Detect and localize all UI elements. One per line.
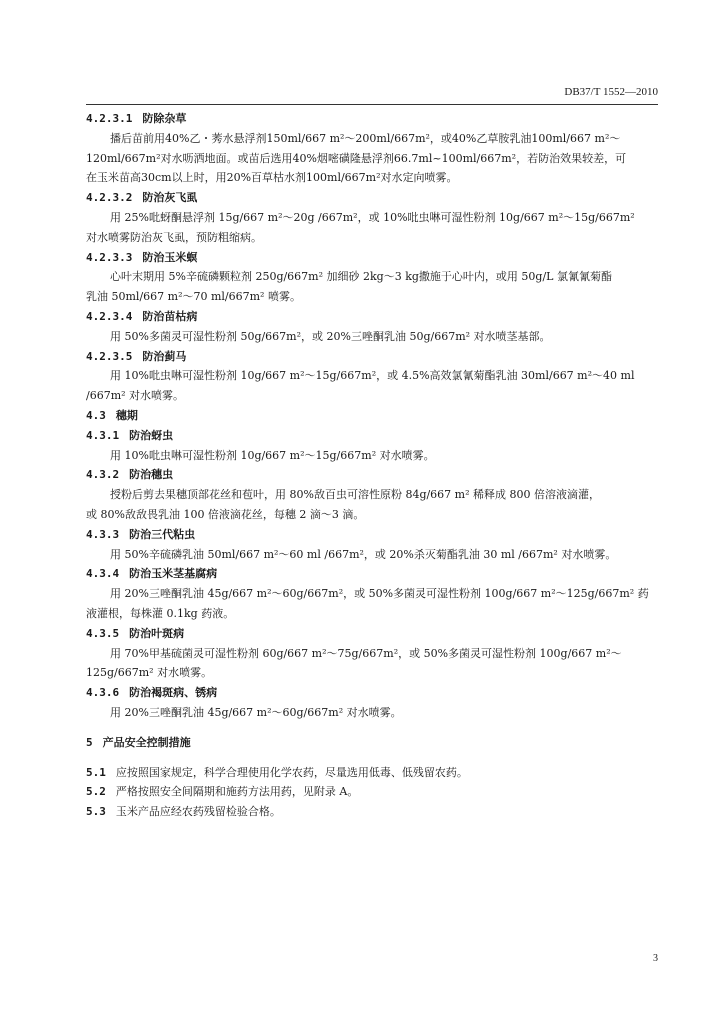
body-text-line	[86, 267, 658, 287]
clause-number: 5.3	[86, 805, 106, 819]
body-text-line	[86, 386, 658, 406]
clause-heading	[86, 248, 658, 268]
clause-text: 玉米产品应经农药残留检验合格。	[115, 805, 281, 819]
clause-text: 严格按照安全间隔期和施药方法用药，见附录 A。	[115, 785, 359, 799]
clause-number: 4.3.3	[86, 527, 120, 541]
document-body	[86, 109, 658, 822]
clause-heading	[86, 307, 658, 327]
body-text-line	[86, 663, 658, 683]
section-gap	[86, 723, 658, 733]
clause-title: 防治蚜虫	[129, 428, 174, 442]
clause-heading	[86, 733, 658, 753]
paragraph-text: 120ml/667m²对水呖洒地面。或苗后选用40%烟嘧磺隆悬浮剂66.7ml~100ml/667m²，若防治效果较差，可	[86, 151, 627, 165]
clause-heading	[86, 347, 658, 367]
clause-title: 防治灰飞虱	[142, 191, 198, 205]
body-text-line	[86, 604, 658, 624]
clause-heading	[86, 763, 658, 783]
paragraph-text: 用 10%吡虫啉可湿性粉剂 10g/667 m²～15g/667m²，或 4.5%高效氯氰菊酯乳油 30ml/667 m²～40 ml	[110, 369, 635, 383]
clause-heading	[86, 624, 658, 644]
body-text-line	[86, 228, 658, 248]
paragraph-text: 125g/667m² 对水喷雾。	[86, 666, 213, 680]
clause-heading	[86, 426, 658, 446]
body-text-line	[86, 149, 658, 169]
body-text-line	[86, 703, 658, 723]
clause-number: 4.3.1	[86, 428, 120, 442]
clause-title: 防治玉米螟	[142, 250, 198, 264]
body-text-line	[86, 446, 658, 466]
paragraph-text: 对水喷雾防治灰飞虱，预防粗缩病。	[86, 230, 262, 244]
clause-number: 4.3	[86, 408, 106, 422]
paragraph-text: 心叶末期用 5%辛硫磷颗粒剂 250g/667m² 加细砂 2kg～3 kg撒施于心叶内，或用 50g/L 氯氰氰菊酯	[110, 270, 612, 284]
clause-title: 防治苗枯病	[142, 309, 198, 323]
clause-text: 应按照国家规定，科学合理使用化学农药，尽量选用低毒、低残留农药。	[115, 765, 468, 779]
clause-heading	[86, 802, 658, 822]
clause-heading	[86, 109, 658, 129]
clause-title: 防治褐斑病、锈病	[129, 686, 218, 700]
paragraph-text: 用 25%吡蚜酮悬浮剂 15g/667 m²～20g /667m²，或 10%吡虫啉可湿性粉剂 10g/667 m²～15g/667m²	[110, 210, 635, 224]
body-text-line	[86, 129, 658, 149]
clause-title: 防除杂草	[142, 112, 187, 125]
paragraph-text: 或 80%敌敌畏乳油 100 倍液滴花丝，每穗 2 滴～3 滴。	[86, 507, 365, 521]
clause-number: 4.3.5	[86, 626, 120, 640]
paragraph-text: /667m² 对水喷雾。	[86, 389, 185, 403]
clause-number: 4.3.6	[86, 686, 120, 700]
header-rule	[86, 104, 658, 105]
paragraph-text: 用 50%辛硫磷乳油 50ml/667 m²～60 ml /667m²，或 20%杀灭菊酯乳油 30 ml /667m² 对水喷雾。	[110, 547, 617, 561]
clause-number: 4.2.3.1	[86, 112, 133, 125]
body-text-line	[86, 168, 658, 188]
clause-heading	[86, 564, 658, 584]
paragraph-text: 用 10%吡虫啉可湿性粉剂 10g/667 m²～15g/667m² 对水喷雾。	[110, 448, 435, 462]
body-text-line	[86, 366, 658, 386]
clause-number: 4.3.2	[86, 468, 120, 482]
body-text-line	[86, 208, 658, 228]
page-number: 3	[653, 953, 658, 964]
document-code: DB37/T 1552—2010	[564, 86, 658, 98]
clause-number: 4.2.3.5	[86, 349, 133, 363]
clause-heading	[86, 465, 658, 485]
clause-number: 4.2.3.2	[86, 191, 133, 205]
clause-number: 5.1	[86, 765, 106, 779]
clause-title: 产品安全控制措施	[102, 735, 191, 749]
paragraph-text: 用 20%三唑酮乳油 45g/667 m²～60g/667m² 对水喷雾。	[110, 705, 402, 719]
clause-title: 防治玉米茎基腐病	[129, 567, 218, 581]
paragraph-text: 在玉米苗高30cm以上时，用20%百草枯水剂100ml/667m²对水定向喷雾。	[86, 171, 458, 185]
clause-title: 防治叶斑病	[129, 626, 185, 640]
clause-heading	[86, 782, 658, 802]
paragraph-text: 播后苗前用40%乙・莠水悬浮剂150ml/667 m²～200ml/667m²，或40%乙草胺乳油100ml/667 m²～	[110, 131, 621, 145]
body-text-line	[86, 505, 658, 525]
body-text-line	[86, 545, 658, 565]
body-text-line	[86, 584, 658, 604]
clause-heading	[86, 188, 658, 208]
clause-number: 4.3.4	[86, 567, 120, 581]
clause-title: 防治蓟马	[142, 349, 187, 363]
clause-title: 防治三代粘虫	[129, 527, 196, 541]
clause-number: 5	[86, 735, 93, 749]
clause-title: 穗期	[115, 408, 138, 422]
body-text-line	[86, 287, 658, 307]
paragraph-text: 液灌根，每株灌 0.1kg 药液。	[86, 606, 235, 620]
paragraph-text: 乳油 50ml/667 m²～70 ml/667m² 喷雾。	[86, 290, 301, 304]
clause-title: 防治穗虫	[129, 468, 174, 482]
body-text-line	[86, 327, 658, 347]
paragraph-text: 授粉后剪去果穗顶部花丝和苞叶，用 80%敌百虫可溶性原粉 84g/667 m² 稀释成 800 倍溶液滴灌，	[110, 488, 601, 502]
clause-heading	[86, 406, 658, 426]
clause-number: 4.2.3.3	[86, 250, 133, 264]
paragraph-text: 用 70%甲基硫菌灵可湿性粉剂 60g/667 m²～75g/667m²，或 50%多菌灵可湿性粉剂 100g/667 m²～	[110, 646, 622, 660]
clause-number: 4.2.3.4	[86, 309, 133, 323]
body-text-line	[86, 644, 658, 664]
paragraph-text: 用 20%三唑酮乳油 45g/667 m²～60g/667m²，或 50%多菌灵可湿性粉剂 100g/667 m²～125g/667m² 药	[110, 587, 649, 601]
body-text-line	[86, 485, 658, 505]
paragraph-text: 用 50%多菌灵可湿性粉剂 50g/667m²，或 20%三唑酮乳油 50g/667m² 对水喷茎基部。	[110, 329, 551, 343]
section-gap	[86, 753, 658, 763]
clause-heading	[86, 683, 658, 703]
clause-heading	[86, 525, 658, 545]
clause-number: 5.2	[86, 785, 106, 799]
